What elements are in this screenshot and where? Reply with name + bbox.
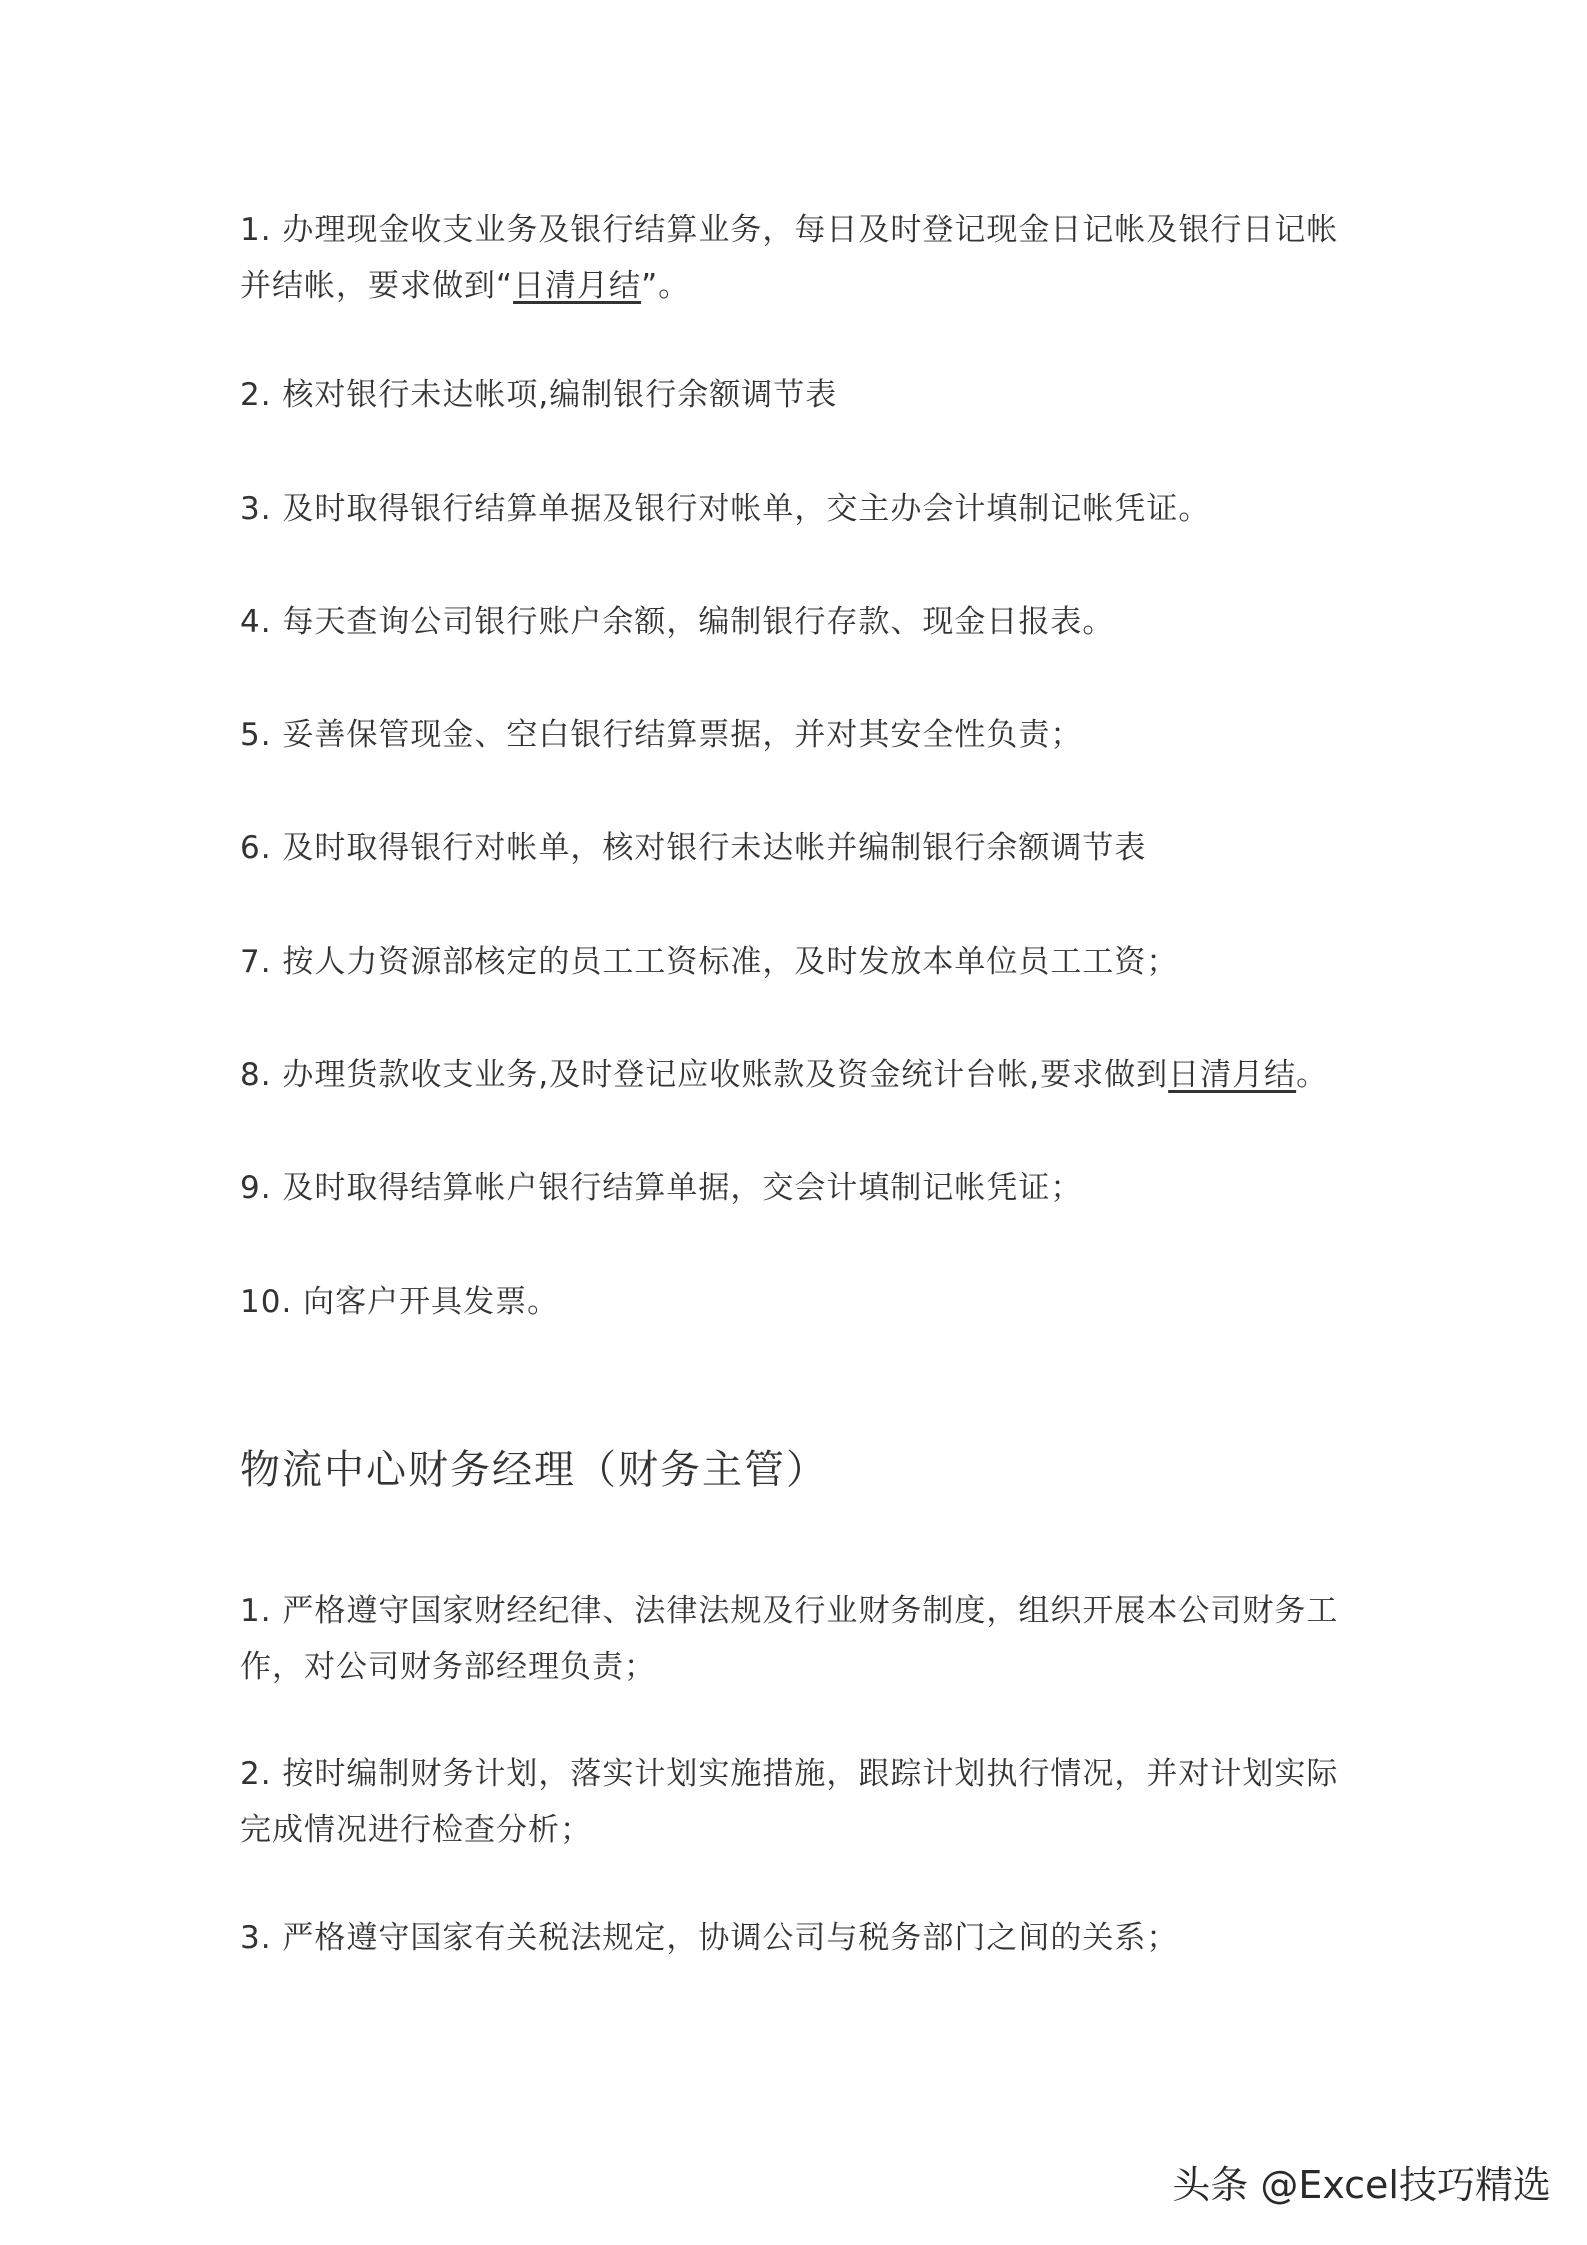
list-item xyxy=(240,202,1360,314)
list-item: 7. 按人力资源部核定的员工工资标准，及时发放本单位员工工资； xyxy=(240,944,1179,980)
list-item: 1. 严格遵守国家财经纪律、法律法规及行业财务制度，组织开展本公司财务工作，对公司财务部经理负责； xyxy=(240,1593,1339,1685)
list-item: 2. 核对银行未达帐项,编制银行余额调节表 xyxy=(240,377,838,413)
link-rqyj[interactable]: 日清月结 xyxy=(1168,1057,1297,1093)
item-text: 1. 办理现金收支业务及银行结算业务，每日及时登记现金日记帐及银行日记帐并结帐，要求做到“ xyxy=(240,212,1339,304)
source-watermark: 头条 @Excel技巧精选 xyxy=(1172,2163,1551,2207)
list-item: 5. 妥善保管现金、空白银行结算票据，并对其安全性负责； xyxy=(240,717,1083,753)
section-heading: 物流中心财务经理（财务主管） xyxy=(240,1447,828,1493)
list-item: 9. 及时取得结算帐户银行结算单据，交会计填制记帐凭证； xyxy=(240,1170,1083,1206)
list-item: 6. 及时取得银行对帐单，核对银行未达帐并编制银行余额调节表 xyxy=(240,830,1147,866)
item-text-end: ”。 xyxy=(641,268,691,304)
link-rqyj[interactable]: 日清月结 xyxy=(513,268,642,304)
list-item: 10. 向客户开具发票。 xyxy=(240,1284,560,1320)
list-item: 4. 每天查询公司银行账户余额，编制银行存款、现金日报表。 xyxy=(240,604,1115,640)
list-item: 3. 严格遵守国家有关税法规定，协调公司与税务部门之间的关系； xyxy=(240,1920,1179,1956)
list-item xyxy=(240,1047,1360,1103)
item-text: 8. 办理货款收支业务,及时登记应收账款及资金统计台帐,要求做到 xyxy=(240,1057,1169,1093)
item-text-end: 。 xyxy=(1296,1057,1329,1093)
list-item: 2. 按时编制财务计划，落实计划实施措施，跟踪计划执行情况，并对计划实际完成情况进行检查分析； xyxy=(240,1756,1339,1848)
list-item: 3. 及时取得银行结算单据及银行对帐单，交主办会计填制记帐凭证。 xyxy=(240,491,1211,527)
